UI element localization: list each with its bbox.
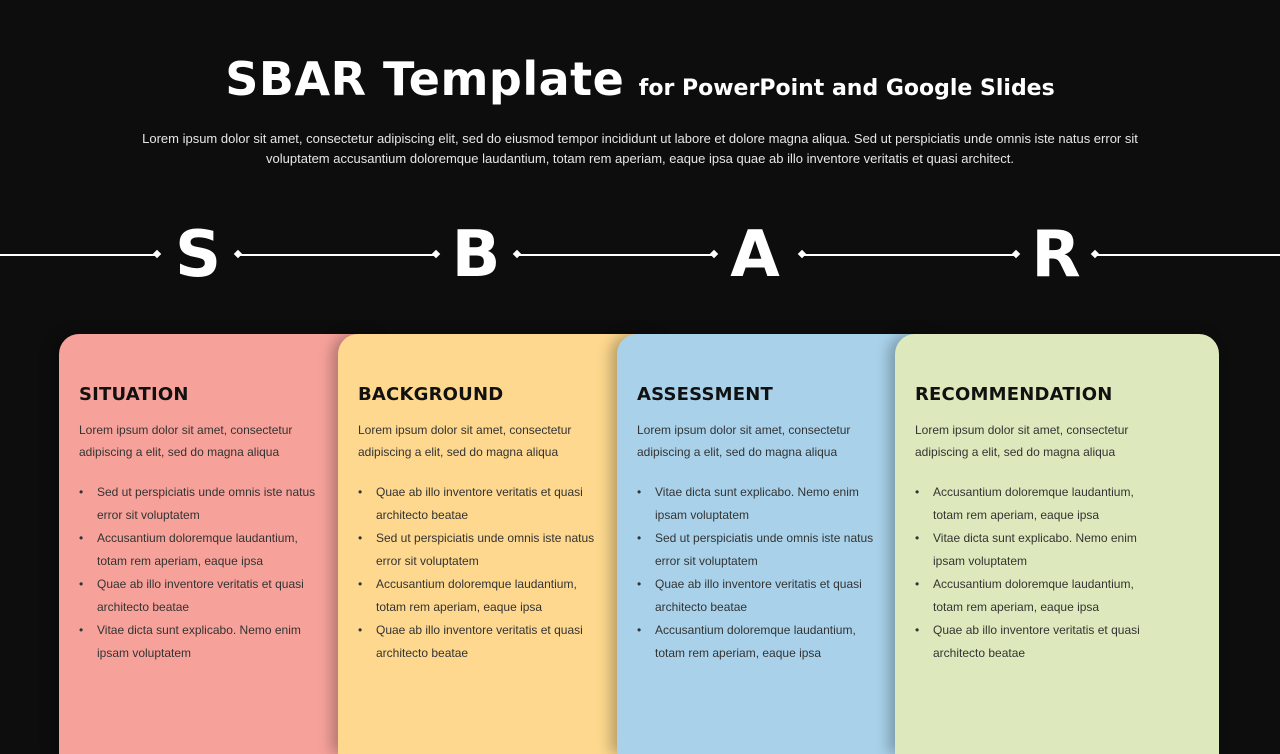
page-description: Lorem ipsum dolor sit amet, consectetur adipiscing elit, sed do eiusmod tempor incididunt ut labore et dolore magna aliqua. Sed ut perspiciatis unde omnis iste natus error sit voluptatem accusantium doloremque laudantium, totam rem aperiam, eaque ipsa quae ab illo inventore veritatis et quasi architect. <box>142 131 1138 166</box>
title-row <box>0 52 1280 106</box>
card-content <box>358 384 598 665</box>
card-bullet-list <box>79 481 319 665</box>
card-title: BACKGROUND <box>358 384 504 405</box>
card-bullet-list <box>915 481 1155 665</box>
list-item: • Vitae dicta sunt explicabo. Nemo enim ipsam voluptatem <box>637 481 877 527</box>
card-content <box>915 384 1155 665</box>
list-item: • Accusantium doloremque laudantium, totam rem aperiam, eaque ipsa <box>358 573 598 619</box>
list-item: • Quae ab illo inventore veritatis et quasi architecto beatae <box>358 481 598 527</box>
timeline-letter-a: A <box>730 218 780 292</box>
card-bullet-list <box>358 481 598 665</box>
card-title: ASSESSMENT <box>637 384 774 405</box>
card-description: Lorem ipsum dolor sit amet, consectetur adipiscing a elit, sed do magna aliqua <box>79 423 293 459</box>
card-content <box>637 384 877 665</box>
list-item: • Accusantium doloremque laudantium, totam rem aperiam, eaque ipsa <box>79 527 319 573</box>
list-item: • Quae ab illo inventore veritatis et quasi architecto beatae <box>915 619 1155 665</box>
card-content <box>79 384 319 665</box>
timeline-dot <box>798 250 806 258</box>
sbar-timeline <box>0 215 1280 295</box>
timeline-letter-b: B <box>451 218 501 292</box>
list-item: • Accusantium doloremque laudantium, totam rem aperiam, eaque ipsa <box>915 481 1155 527</box>
list-item: • Vitae dicta sunt explicabo. Nemo enim ipsam voluptatem <box>79 619 319 665</box>
list-item: • Sed ut perspiciatis unde omnis iste natus error sit voluptatem <box>79 481 319 527</box>
timeline-letter-s: S <box>174 218 222 292</box>
timeline-line <box>519 254 714 256</box>
list-item: • Accusantium doloremque laudantium, totam rem aperiam, eaque ipsa <box>637 619 877 665</box>
timeline-line <box>1097 254 1280 256</box>
card-title: SITUATION <box>79 384 189 405</box>
card-title: RECOMMENDATION <box>915 384 1113 405</box>
page-title: SBAR Template <box>225 52 625 106</box>
list-item: • Quae ab illo inventore veritatis et quasi architecto beatae <box>358 619 598 665</box>
list-item: • Sed ut perspiciatis unde omnis iste natus error sit voluptatem <box>358 527 598 573</box>
list-item: • Sed ut perspiciatis unde omnis iste natus error sit voluptatem <box>637 527 877 573</box>
card-description: Lorem ipsum dolor sit amet, consectetur adipiscing a elit, sed do magna aliqua <box>637 423 851 459</box>
card-recommendation <box>895 334 1219 754</box>
card-description: Lorem ipsum dolor sit amet, consectetur adipiscing a elit, sed do magna aliqua <box>358 423 572 459</box>
list-item: • Quae ab illo inventore veritatis et quasi architecto beatae <box>79 573 319 619</box>
timeline-line <box>804 254 1017 256</box>
list-item: • Quae ab illo inventore veritatis et quasi architecto beatae <box>637 573 877 619</box>
card-description: Lorem ipsum dolor sit amet, consectetur adipiscing a elit, sed do magna aliqua <box>915 423 1129 459</box>
list-item: • Vitae dicta sunt explicabo. Nemo enim ipsam voluptatem <box>915 527 1155 573</box>
timeline-line <box>240 254 436 256</box>
list-item: • Accusantium doloremque laudantium, totam rem aperiam, eaque ipsa <box>915 573 1155 619</box>
page-title-suffix: for PowerPoint and Google Slides <box>638 76 1055 101</box>
card-bullet-list <box>637 481 877 665</box>
timeline-line <box>0 254 156 256</box>
timeline-letter-r: R <box>1031 218 1081 292</box>
